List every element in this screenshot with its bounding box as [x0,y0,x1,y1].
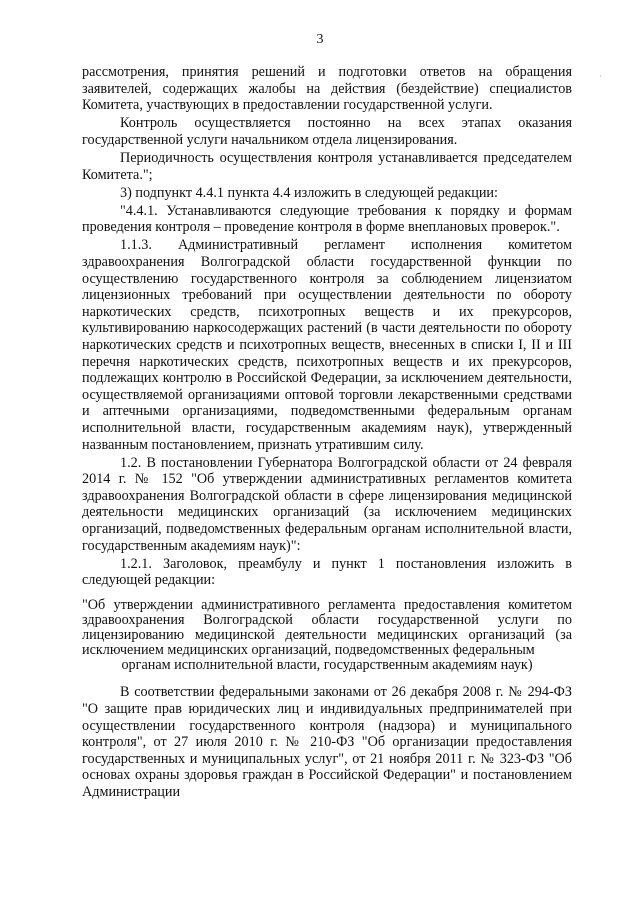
document-body [82,64,572,802]
paragraph-4: 3) подпункт 4.4.1 пункта 4.4 изложить в следующей редакции: [120,184,498,201]
scan-dot: · [599,72,602,81]
paragraph-2: Контроль осуществляется постоянно на всех этапах оказания государственной услуги начальником отдела лицензирования. [82,115,572,148]
paragraph-1: рассмотрения, принятия решений и подготовки ответов на обращения заявителей, содержащих жалобы на действия (бездействие) специалистов Комитета, участвующих в предоставлении государственной услуги. [82,64,572,114]
paragraph-3: Периодичность осуществления контроля устанавливается председателем Комитета."; [82,149,572,183]
quoted-title [82,598,572,672]
paragraph-5: "4.4.1. Устанавливаются следующие требования к порядку и формам проведения контроля – проведение контроля в форме внеплановых проверок.". [82,202,572,236]
paragraph-6: 1.1.3. Административный регламент исполнения комитетом здравоохранения Волгоградской области государственной функции по осуществлению государственного контроля за соблюдением лицензиатом лицензионных требований при осуществлении деятельности по обороту наркотических средств, психотропных веществ и их прекурсоров, культивированию наркосодержащих растений (в части деятельности по обороту наркотических средств и психотропных веществ, внесенных в списки I, II и III перечня наркотических средств, психотропных веществ и их прекурсоров, подлежащих контролю в Российской Федерации, за исключением деятельности, осуществляемой организациями оптовой торговли лекарственными средствами и аптечными организациями, подведомственными федеральным органам исполнительной власти, государственным академиям наук), утвержденный названным постановлением, признать утратившим силу. [82,237,572,453]
page-number: 3 [316,32,324,47]
paragraph-7: 1.2. В постановлении Губернатора Волгоградской области от 24 февраля 2014 г. № 152 "Об утверждении административных регламентов комитета здравоохранения Волгоградской области в сфере лицензирования медицинской деятельности медицинских организаций (за исключением медицинских организаций, подведомственных федеральным органам исполнительной власти, государственным академиям наук)": [82,454,572,554]
closing-paragraph: В соответствии федеральными законами от 26 декабря 2008 г. № 294-ФЗ "О защите прав юридических лиц и индивидуальных предпринимателей при осуществлении государственного контроля (надзора) и муниципального контроля", от 27 июля 2010 г. № 210-ФЗ "Об организации предоставления государственных и муниципальных услуг", от 21 ноября 2011 г. № 323-ФЗ "Об основах охраны здоровья граждан в Российской Федерации" и постановлением Администрации [82,684,572,800]
quoted-title-last-line: органам исполнительной власти, государственным академиям наук) [121,656,533,673]
paragraph-8: 1.2.1. Заголовок, преамбулу и пункт 1 постановления изложить в следующей редакции: [82,555,572,589]
quoted-title-body: "Об утверждении административного регламента предоставления комитетом здравоохранения Волгоградской области государственной услуги по лицензированию медицинской деятельности медицинских организаций (за исключением медицинских организаций, подведомственных федеральным [82,597,572,658]
